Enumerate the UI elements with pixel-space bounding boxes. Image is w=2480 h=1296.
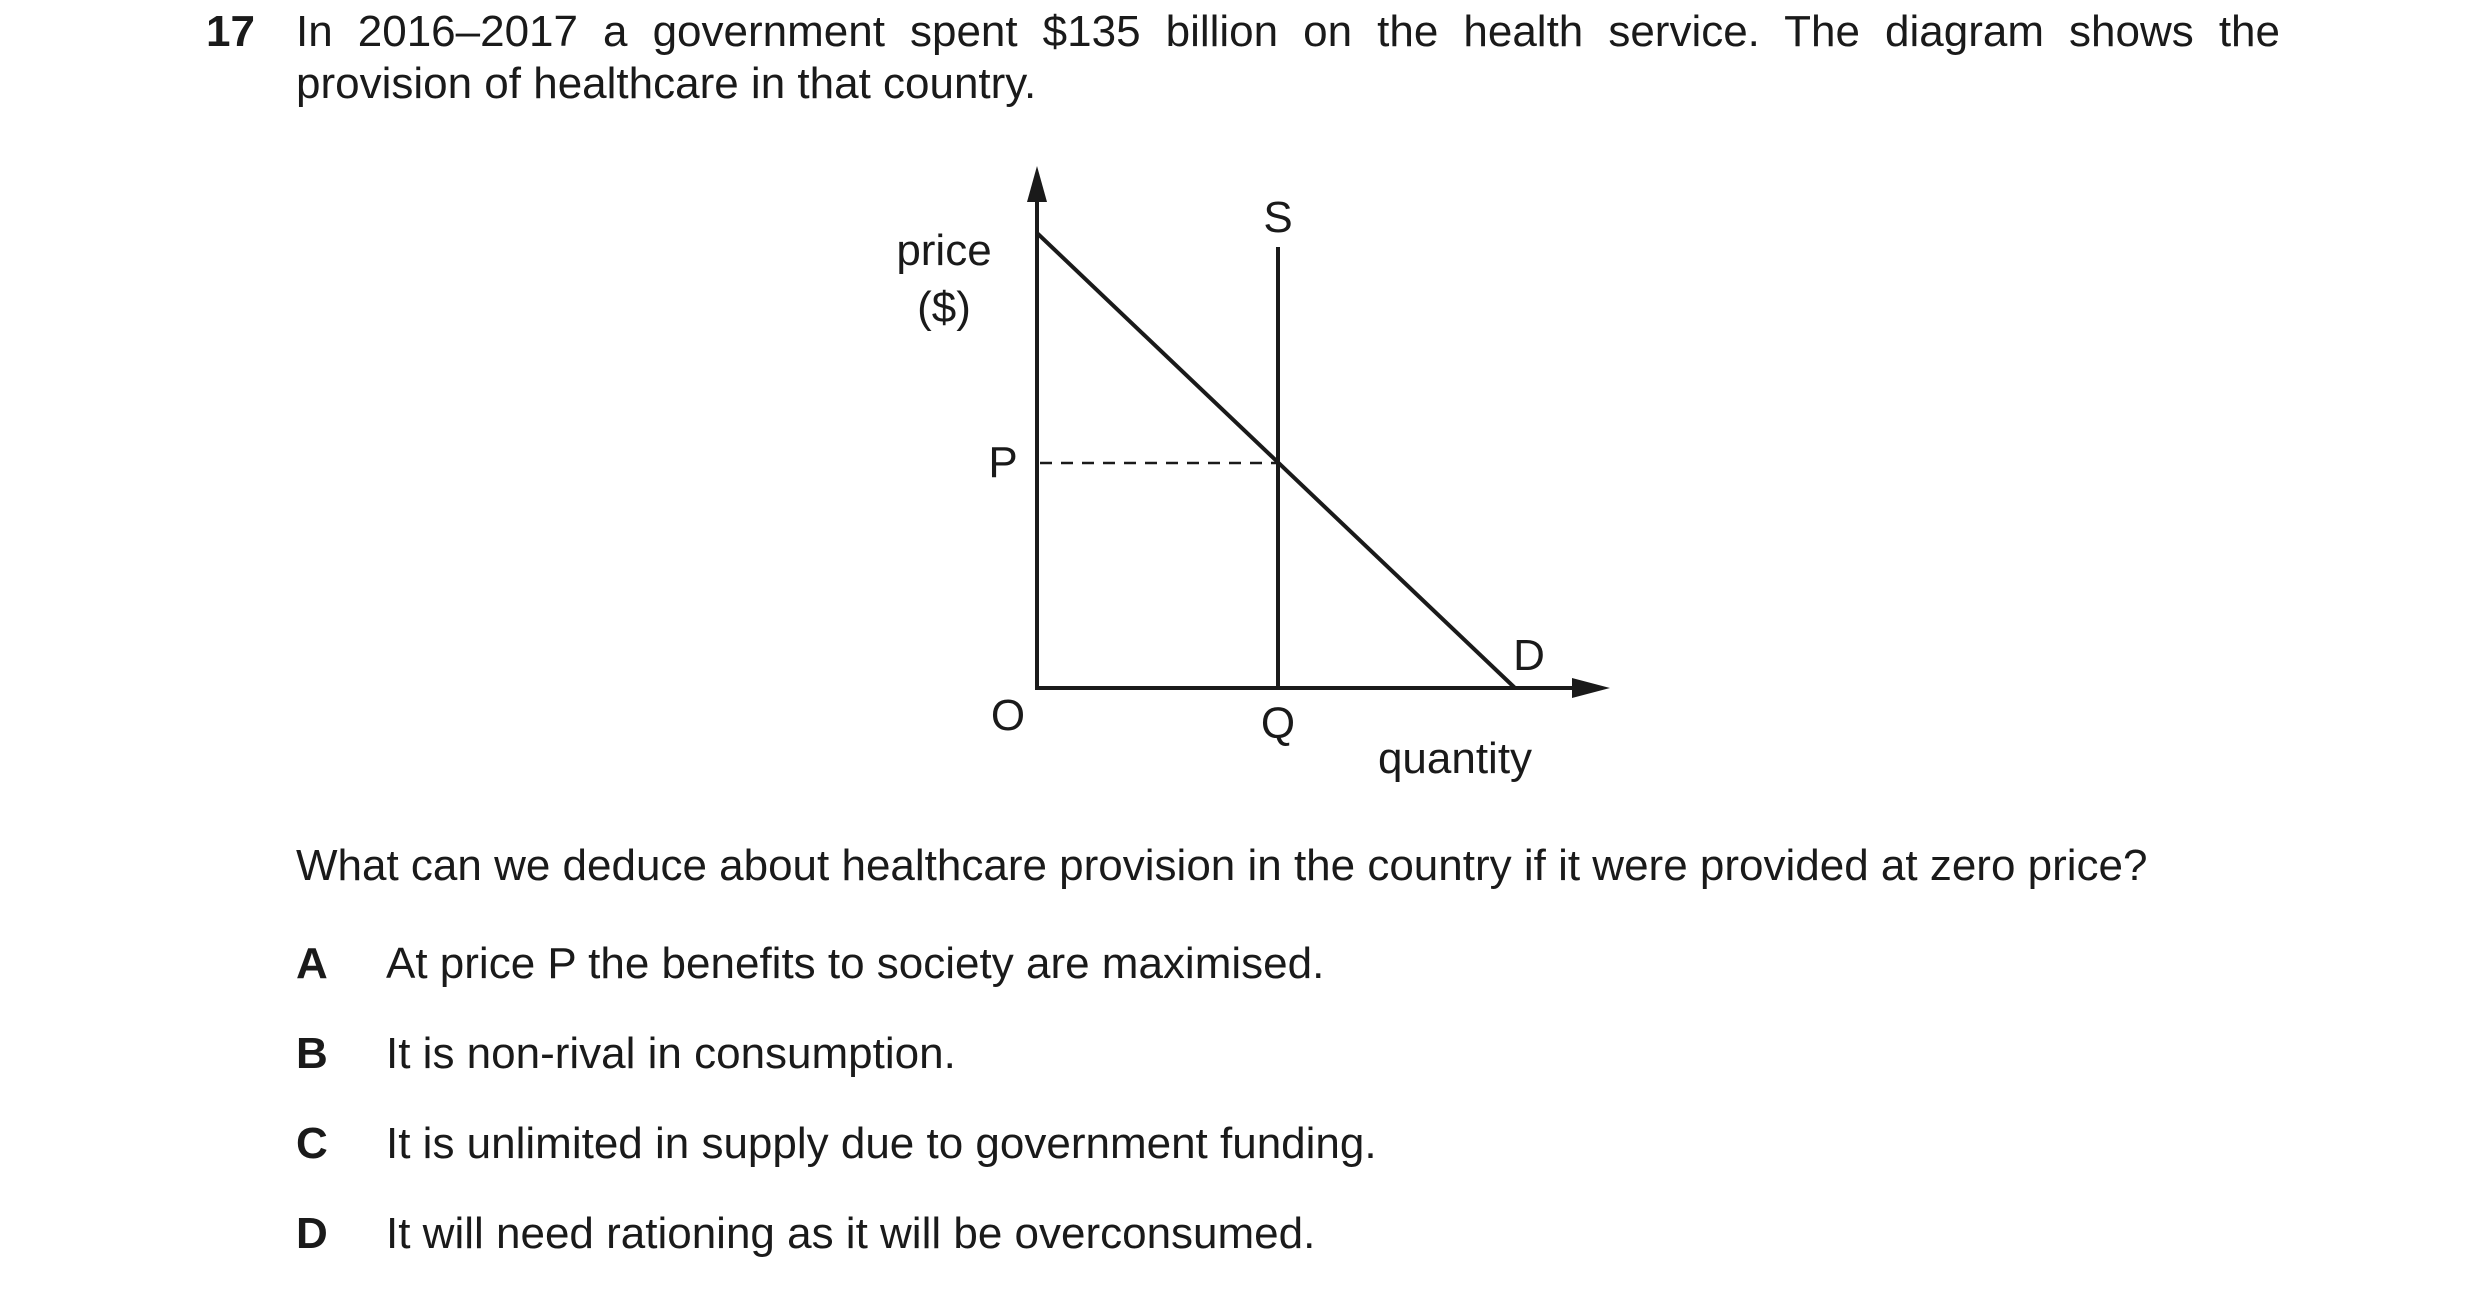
option-text: It is unlimited in supply due to government funding. [386,1119,1377,1168]
option-text: At price P the benefits to society are maximised. [386,939,1325,988]
question-prompt: What can we deduce about healthcare provision in the country if it were provided at zero price? [296,841,2148,890]
y-axis-arrowhead [1027,166,1047,202]
demand-label: D [1513,631,1545,680]
option-text: It will need rationing as it will be overconsumed. [386,1209,1316,1258]
option-text: It is non-rival in consumption. [386,1029,956,1078]
supply-label: S [1263,193,1293,242]
answer-option-a[interactable] [296,938,1324,990]
question-number: 17 [206,7,255,56]
option-letter: D [296,1209,328,1258]
y-axis-label-line2: ($) [917,283,971,332]
answer-option-b[interactable] [296,1028,956,1080]
answer-option-d[interactable] [296,1208,1315,1260]
price-label: P [988,438,1018,487]
question-stem: In 2016–2017 a government spent $135 billion on the health service. The diagram shows the provision of healthcare in that country. [296,7,2280,108]
quantity-label: Q [1260,699,1296,748]
origin-label: O [990,691,1026,740]
y-axis-label-line1: price [896,226,992,275]
answer-option-c[interactable] [296,1118,1377,1170]
x-axis-label: quantity [1377,734,1533,783]
option-letter: C [296,1119,328,1168]
option-letter: A [296,939,328,988]
x-axis-arrowhead [1572,678,1610,698]
option-letter: B [296,1029,328,1078]
